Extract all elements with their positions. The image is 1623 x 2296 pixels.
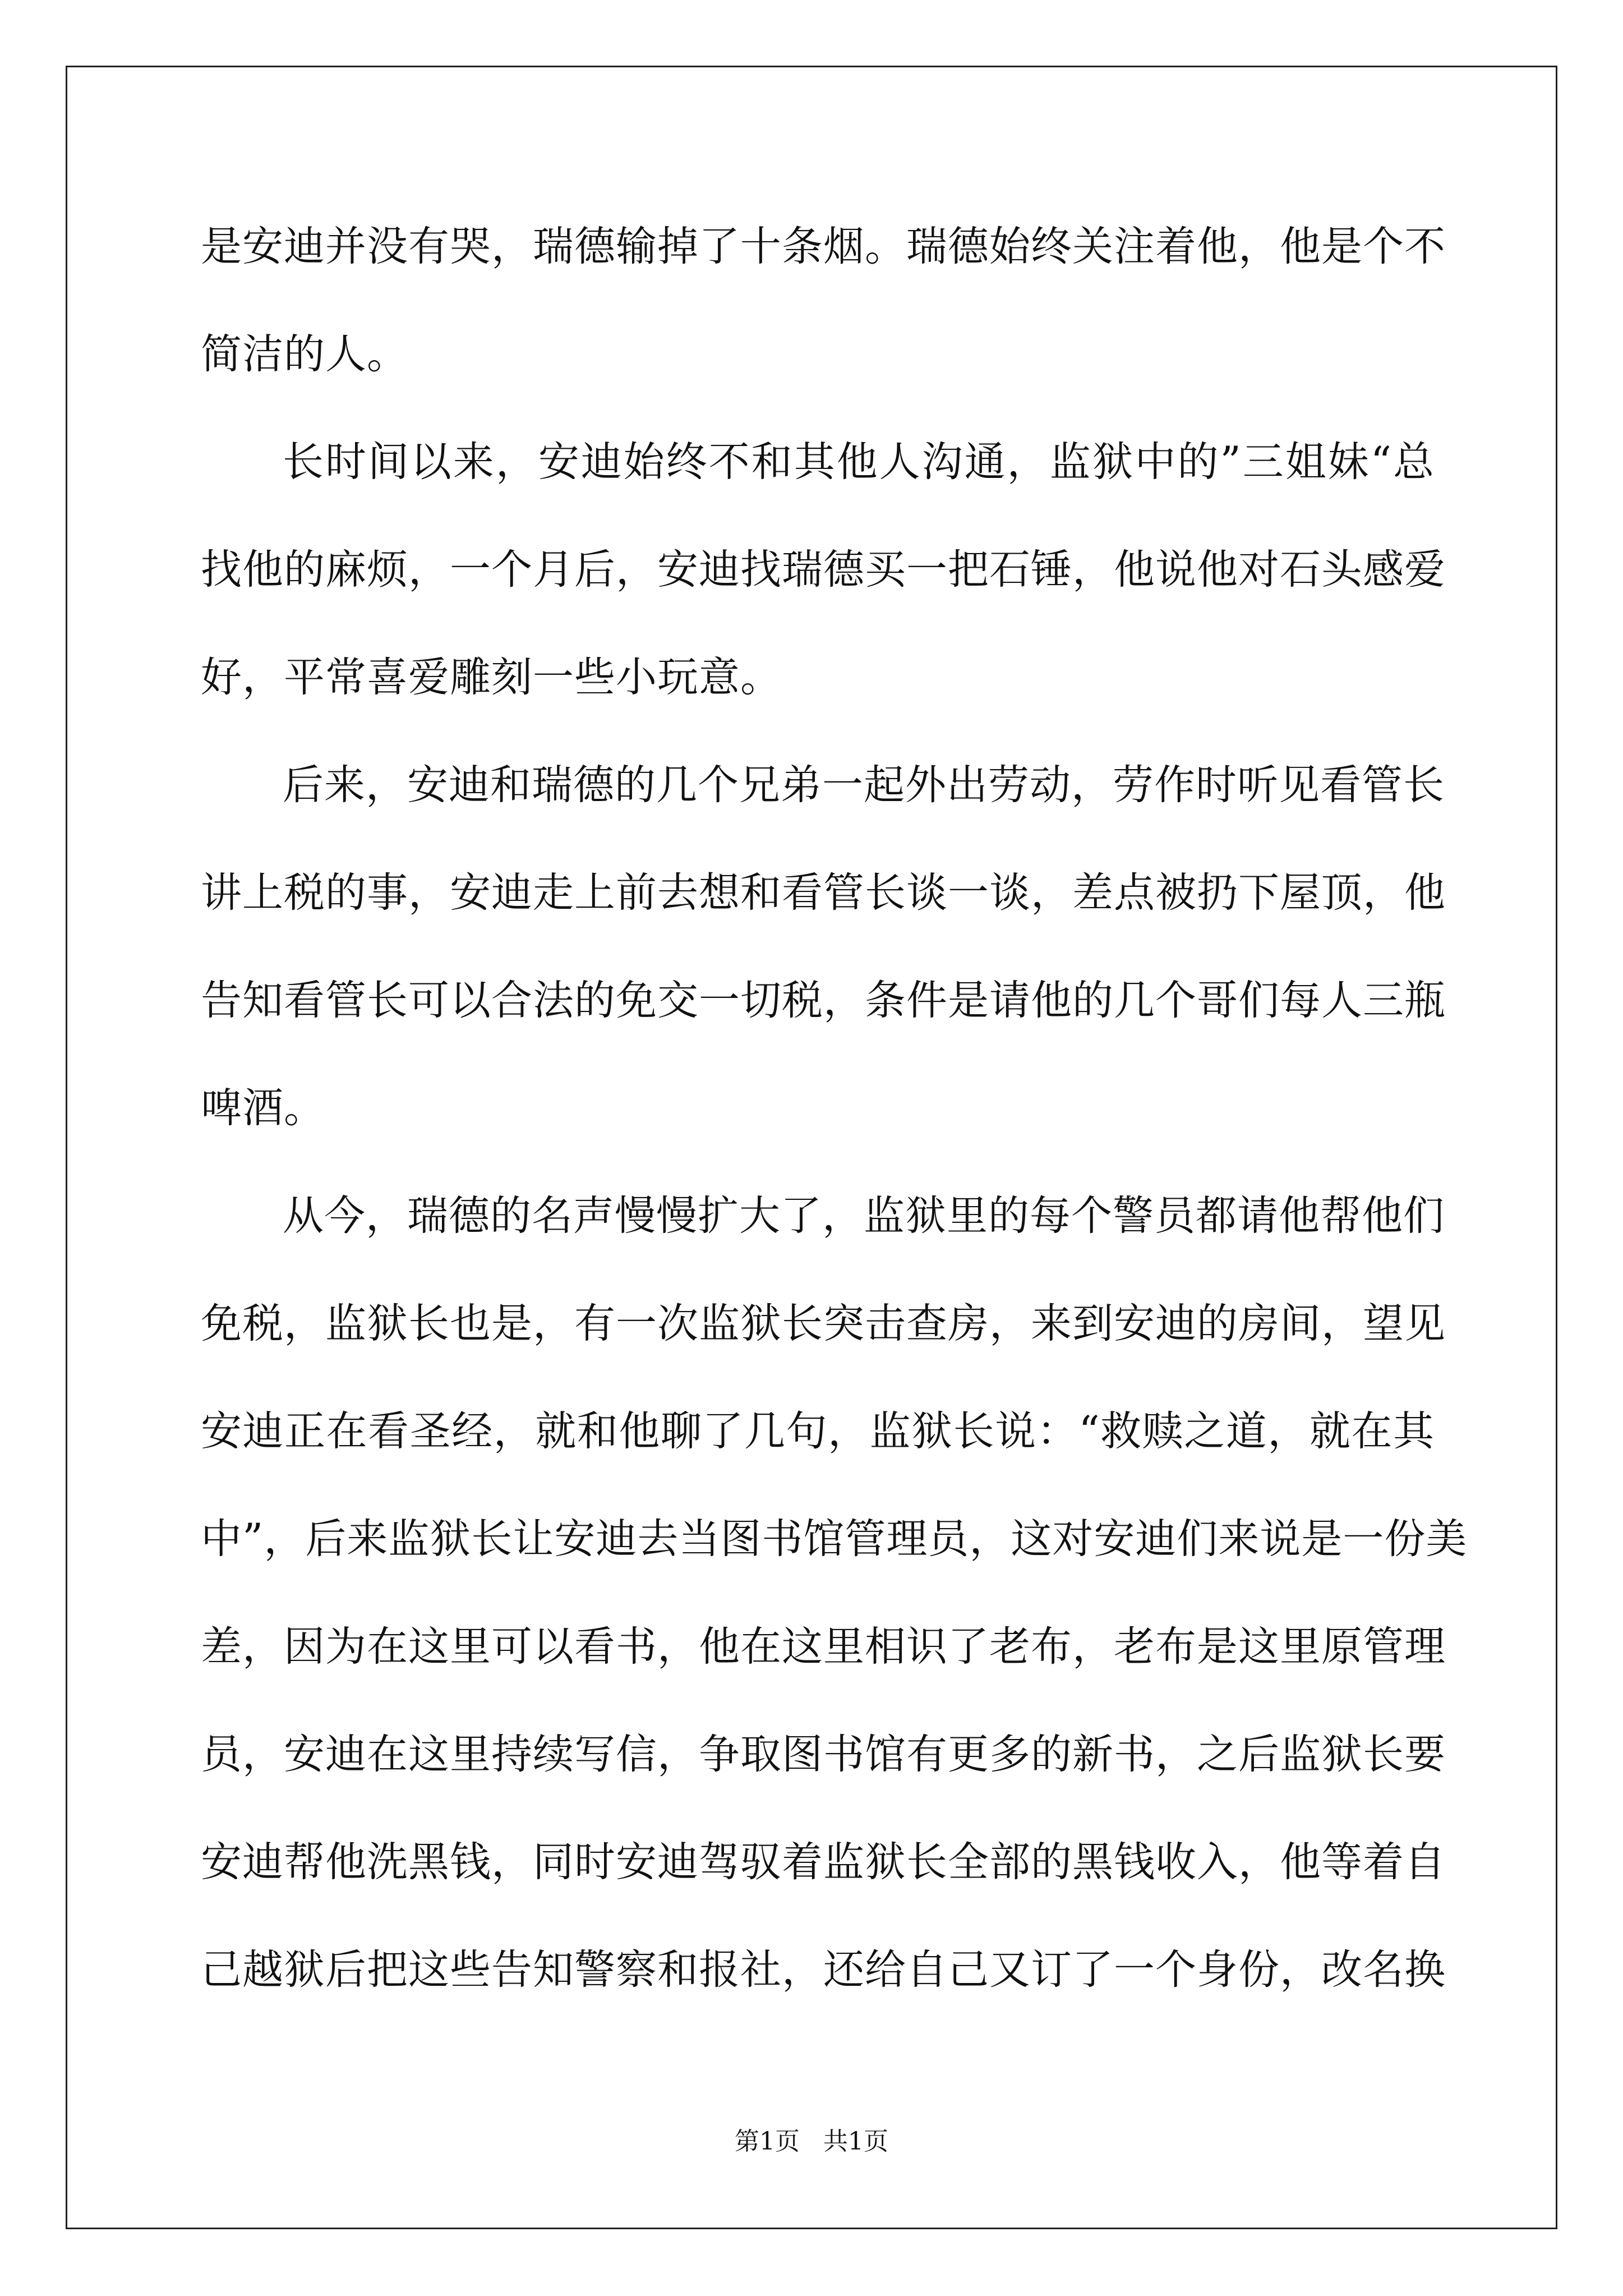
text-line: 从今，瑞德的名声慢慢扩大了，监狱里的每个警员都请他帮他们 [283, 1192, 1445, 1240]
text-line: 差，因为在这里可以看书，他在这里相识了老布，老布是这里原管理 [201, 1623, 1446, 1671]
text-line: 己越狱后把这些告知警察和报社，还给自己又订了一个身份，改名换 [201, 1946, 1446, 1994]
text-line: 告知看管长可以合法的免交一切税，条件是请他的几个哥们每人三瓶 [201, 977, 1446, 1024]
text-line: 安迪帮他洗黑钱，同时安迪驾驭着监狱长全部的黑钱收入，他等着自 [201, 1838, 1446, 1886]
text-line: 后来，安迪和瑞德的几个兄弟一起外出劳动，劳作时听见看管长 [283, 761, 1445, 809]
text-line: 员，安迪在这里持续写信，争取图书馆有更多的新书，之后监狱长要 [201, 1731, 1446, 1778]
page-total: 共1页 [823, 2127, 888, 2156]
document-body [201, 193, 1468, 2024]
text-line: 中”，后来监狱长让安迪去当图书馆管理员，这对安迪们来说是一份美 [201, 1515, 1468, 1563]
text-line: 安迪正在看圣经，就和他聊了几句，监狱长说：“救赎之道，就在其 [201, 1407, 1435, 1455]
text-line: 是安迪并没有哭，瑞德输掉了十条烟。瑞德始终关注着他，他是个不 [201, 223, 1446, 270]
text-line: 好，平常喜爱雕刻一些小玩意。 [201, 654, 782, 701]
text-line: 免税，监狱长也是，有一次监狱长突击查房，来到安迪的房间，望见 [201, 1300, 1446, 1347]
text-line: 找他的麻烦，一个月后，安迪找瑞德买一把石锤，他说他对石头感爱 [201, 546, 1446, 593]
page-footer [0, 2125, 1623, 2159]
page-number: 第1页 [735, 2127, 800, 2156]
text-line: 啤酒。 [201, 1084, 325, 1132]
text-line: 长时间以来，安迪始终不和其他人沟通，监狱中的”三姐妹“总 [283, 438, 1435, 486]
text-line: 简洁的人。 [201, 330, 408, 378]
text-line: 讲上税的事，安迪走上前去想和看管长谈一谈，差点被扔下屋顶，他 [201, 869, 1446, 917]
